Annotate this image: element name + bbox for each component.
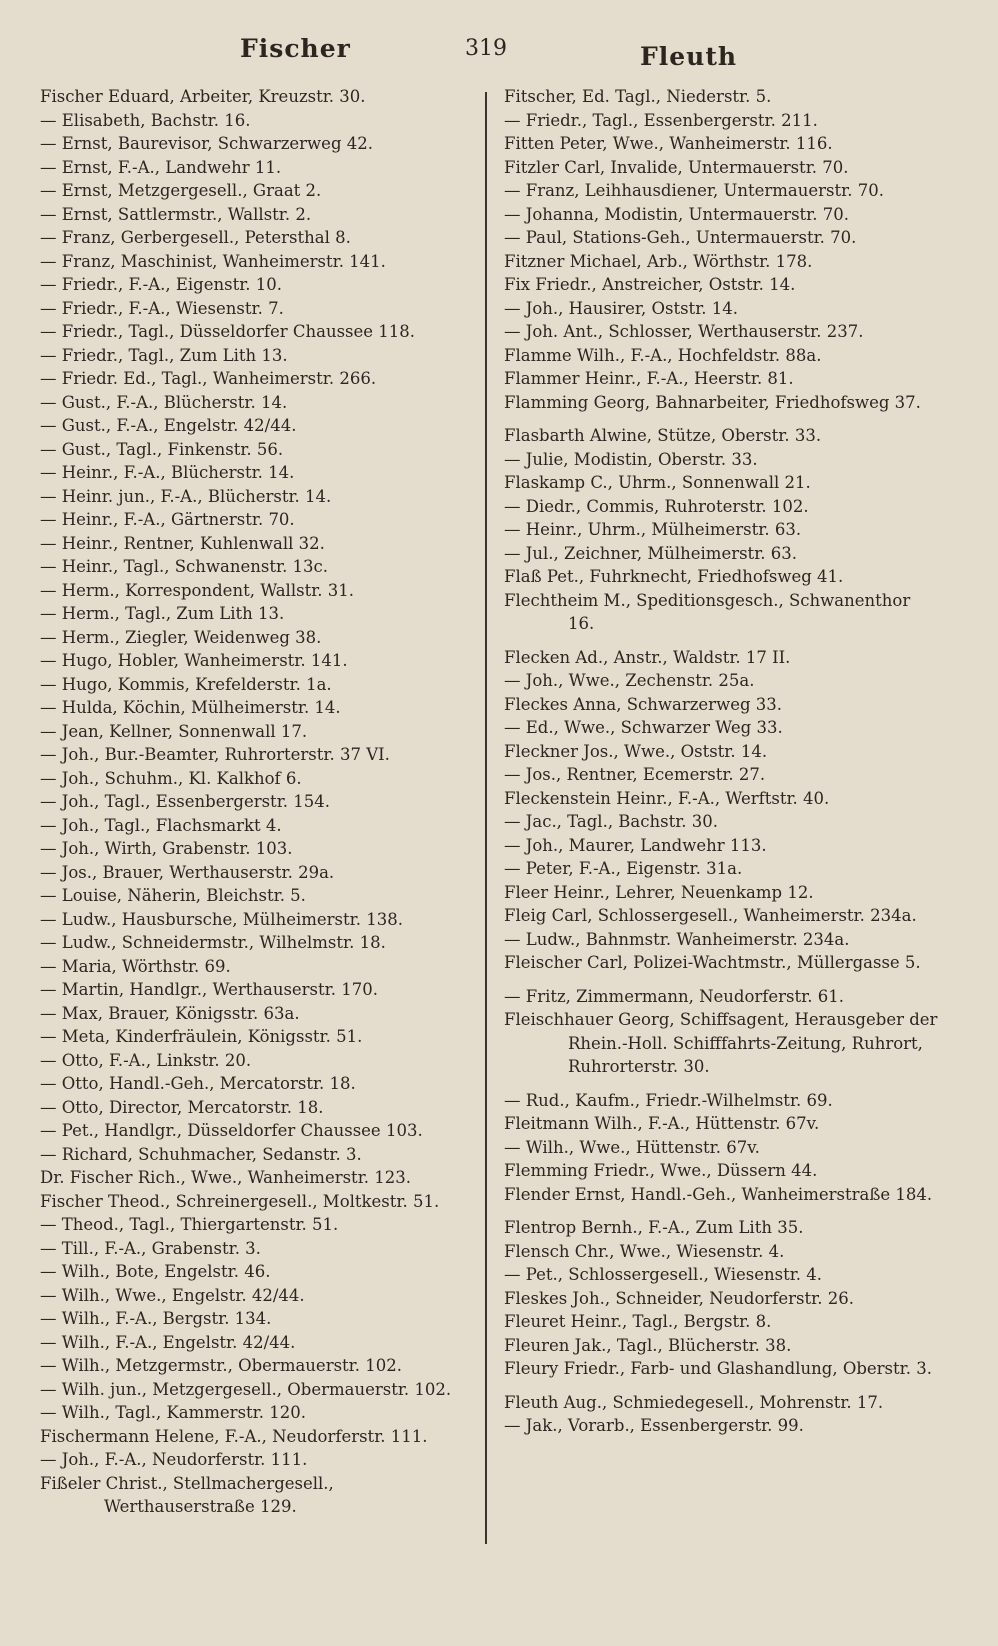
directory-entry: Fix Friedr., Anstreicher, Oststr. 14. — [504, 275, 796, 294]
directory-entry: — Ludw., Hausbursche, Mülheimerstr. 138. — [40, 909, 403, 929]
directory-entry: — Julie, Modistin, Oberstr. 33. — [504, 449, 758, 469]
directory-entry: — Paul, Stations-Geh., Untermauerstr. 70. — [504, 228, 857, 247]
directory-entry: — Wilh., Bote, Engelstr. 46. — [40, 1262, 271, 1281]
directory-entry: Fleuth Aug., Schmiedegesell., Mohrenstr. 17. — [504, 1392, 884, 1412]
directory-entry: — Herm., Korrespondent, Wallstr. 31. — [40, 580, 355, 600]
directory-entry: — Joh., Hausirer, Oststr. 14. — [504, 298, 738, 318]
directory-entry: — Friedr., F.-A., Eigenstr. 10. — [40, 275, 283, 294]
directory-entry: — Heinr., F.-A., Blücherstr. 14. — [40, 463, 295, 482]
directory-entry: — Richard, Schuhmacher, Sedanstr. 3. — [40, 1144, 362, 1164]
directory-entry: — Gust., F.-A., Blücherstr. 14. — [40, 392, 288, 412]
column-divider — [485, 92, 487, 1544]
directory-entry: — Ernst, Metzgergesell., Graat 2. — [40, 181, 322, 200]
directory-entry: — Pet., Handlgr., Düsseldorfer Chaussee 103. — [40, 1121, 423, 1140]
directory-entry: Fleuret Heinr., Tagl., Bergstr. 8. — [504, 1312, 772, 1331]
directory-entry: Flemming Friedr., Wwe., Düssern 44. — [504, 1161, 818, 1180]
directory-entry: — Ludw., Schneidermstr., Wilhelmstr. 18. — [40, 933, 386, 952]
directory-entry: — Franz, Maschinist, Wanheimerstr. 141. — [40, 251, 386, 271]
directory-entry: — Gust., Tagl., Finkenstr. 56. — [40, 439, 284, 459]
directory-entry: Flaskamp C., Uhrm., Sonnenwall 21. — [504, 473, 811, 492]
directory-entry: — Fritz, Zimmermann, Neudorferstr. 61. — [504, 986, 844, 1006]
directory-entry: — Herm., Tagl., Zum Lith 13. — [40, 604, 285, 623]
directory-entry: Fleckes Anna, Schwarzerweg 33. — [504, 694, 783, 714]
directory-entry: Fleischer Carl, Polizei-Wachtmstr., Müllergasse 5. — [504, 953, 921, 972]
directory-entry: — Joh., Tagl., Essenbergerstr. 154. — [40, 792, 330, 811]
directory-entry: Flamming Georg, Bahnarbeiter, Friedhofsweg 37. — [504, 392, 921, 412]
directory-entry: Flaß Pet., Fuhrknecht, Friedhofsweg 41. — [504, 567, 844, 586]
directory-entry: Flasbarth Alwine, Stütze, Oberstr. 33. — [504, 426, 822, 445]
directory-entry: — Jos., Rentner, Ecemerstr. 27. — [504, 765, 766, 784]
directory-entry: Flentrop Bernh., F.-A., Zum Lith 35. — [504, 1218, 804, 1237]
directory-entry: Flammer Heinr., F.-A., Heerstr. 81. — [504, 369, 794, 388]
directory-entry: — Wilh., F.-A., Engelstr. 42/44. — [40, 1332, 296, 1352]
right-column — [504, 85, 940, 1438]
directory-entry: — Joh., Tagl., Flachsmarkt 4. — [40, 815, 282, 835]
directory-entry: — Joh., Bur.-Beamter, Ruhrorterstr. 37 VI. — [40, 745, 390, 764]
directory-entry: — Wilh., Wwe., Engelstr. 42/44. — [40, 1285, 305, 1305]
directory-entry: — Friedr., Tagl., Zum Lith 13. — [40, 345, 288, 365]
directory-entry: — Hugo, Kommis, Krefelderstr. 1a. — [40, 674, 332, 694]
directory-entry: — Till., F.-A., Grabenstr. 3. — [40, 1238, 261, 1258]
directory-entry: — Diedr., Commis, Ruhroterstr. 102. — [504, 496, 809, 516]
directory-entry: — Wilh., F.-A., Bergstr. 134. — [40, 1309, 272, 1328]
directory-entry: Fitten Peter, Wwe., Wanheimerstr. 116. — [504, 134, 833, 153]
directory-entry: Fleer Heinr., Lehrer, Neuenkamp 12. — [504, 882, 814, 902]
directory-entry: — Theod., Tagl., Thiergartenstr. 51. — [40, 1215, 339, 1234]
directory-entry: — Hulda, Köchin, Mülheimerstr. 14. — [40, 698, 341, 717]
page-number: 319 — [465, 36, 507, 61]
directory-entry: Flensch Chr., Wwe., Wiesenstr. 4. — [504, 1241, 785, 1261]
directory-entry: — Peter, F.-A., Eigenstr. 31a. — [504, 859, 743, 878]
directory-entry: Fitzler Carl, Invalide, Untermauerstr. 70. — [504, 157, 849, 177]
directory-entry: — Wilh. jun., Metzgergesell., Obermauerstr. 102. — [40, 1379, 452, 1399]
directory-entry: — Herm., Ziegler, Weidenweg 38. — [40, 627, 322, 647]
directory-entry: Fleskes Joh., Schneider, Neudorferstr. 26. — [504, 1288, 854, 1308]
directory-entry: Flender Ernst, Handl.-Geh., Wanheimerstraße 184. — [504, 1184, 933, 1204]
directory-entry: — Gust., F.-A., Engelstr. 42/44. — [40, 416, 297, 435]
directory-entry: — Rud., Kaufm., Friedr.-Wilhelmstr. 69. — [504, 1090, 833, 1110]
directory-entry: — Meta, Kinderfräulein, Königsstr. 51. — [40, 1027, 363, 1046]
left-column — [40, 85, 472, 1529]
directory-entry: — Heinr., Uhrm., Mülheimerstr. 63. — [504, 520, 802, 539]
directory-entry: — Jean, Kellner, Sonnenwall 17. — [40, 721, 308, 741]
directory-entry: Fleig Carl, Schlossergesell., Wanheimerstr. 234a. — [504, 906, 917, 925]
directory-entry: — Heinr., F.-A., Gärtnerstr. 70. — [40, 510, 295, 529]
directory-entry: — Otto, Handl.-Geh., Mercatorstr. 18. — [40, 1074, 356, 1093]
directory-entry: Flecken Ad., Anstr., Waldstr. 17 II. — [504, 647, 791, 667]
directory-entry: — Joh., Schuhm., Kl. Kalkhof 6. — [40, 768, 302, 788]
directory-entry: — Franz, Gerbergesell., Petersthal 8. — [40, 228, 351, 247]
directory-entry: — Ernst, Sattlermstr., Wallstr. 2. — [40, 204, 312, 224]
directory-entry: — Heinr., Rentner, Kuhlenwall 32. — [40, 533, 325, 553]
directory-entry: — Joh., Wwe., Zechenstr. 25a. — [504, 671, 755, 690]
directory-entry: — Johanna, Modistin, Untermauerstr. 70. — [504, 204, 849, 224]
directory-entry: — Max, Brauer, Königsstr. 63a. — [40, 1003, 300, 1023]
page-header — [40, 26, 958, 76]
directory-entry: — Wilh., Tagl., Kammerstr. 120. — [40, 1403, 306, 1422]
directory-entry: — Pet., Schlossergesell., Wiesenstr. 4. — [504, 1265, 823, 1284]
directory-entry: — Heinr., Tagl., Schwanenstr. 13c. — [40, 557, 329, 576]
directory-entry: Flamme Wilh., F.-A., Hochfeldstr. 88a. — [504, 345, 822, 365]
directory-entry: — Jul., Zeichner, Mülheimerstr. 63. — [504, 543, 797, 563]
directory-entry: Fleckner Jos., Wwe., Oststr. 14. — [504, 741, 768, 761]
header-left-title: Fischer — [240, 34, 351, 63]
header-right-title: Fleuth — [640, 42, 738, 71]
directory-entry: — Friedr. Ed., Tagl., Wanheimerstr. 266. — [40, 369, 377, 388]
directory-entry: — Joh. Ant., Schlosser, Werthauserstr. 237. — [504, 322, 864, 341]
directory-entry: Fitzner Michael, Arb., Wörthstr. 178. — [504, 251, 813, 271]
directory-entry: — Jos., Brauer, Werthauserstr. 29a. — [40, 862, 335, 882]
directory-entry: — Hugo, Hobler, Wanheimerstr. 141. — [40, 651, 348, 670]
directory-entry: — Louise, Näherin, Bleichstr. 5. — [40, 886, 306, 905]
directory-entry: — Jak., Vorarb., Essenbergerstr. 99. — [504, 1416, 804, 1435]
directory-entry: Flechtheim M., Speditionsgesch., Schwanenthor 16. — [504, 590, 911, 633]
directory-entry: Fleckenstein Heinr., F.-A., Werftstr. 40. — [504, 788, 830, 808]
directory-entry: — Jac., Tagl., Bachstr. 30. — [504, 812, 719, 831]
directory-entry: Fischer Theod., Schreinergesell., Moltkestr. 51. — [40, 1191, 440, 1211]
directory-entry: Fitscher, Ed. Tagl., Niederstr. 5. — [504, 87, 772, 106]
directory-entry: — Wilh., Wwe., Hüttenstr. 67v. — [504, 1137, 760, 1157]
directory-entry: — Maria, Wörthstr. 69. — [40, 956, 231, 976]
directory-entry: — Joh., Wirth, Grabenstr. 103. — [40, 839, 293, 858]
directory-entry: — Otto, Director, Mercatorstr. 18. — [40, 1097, 324, 1117]
directory-entry: — Joh., Maurer, Landwehr 113. — [504, 835, 767, 855]
directory-entry: Dr. Fischer Rich., Wwe., Wanheimerstr. 123. — [40, 1168, 411, 1187]
directory-entry: Fleitmann Wilh., F.-A., Hüttenstr. 67v. — [504, 1114, 820, 1133]
directory-entry: — Joh., F.-A., Neudorferstr. 111. — [40, 1450, 308, 1469]
directory-entry: — Ernst, F.-A., Landwehr 11. — [40, 157, 282, 177]
directory-entry: — Elisabeth, Bachstr. 16. — [40, 110, 251, 130]
directory-entry: Fischer Eduard, Arbeiter, Kreuzstr. 30. — [40, 87, 366, 106]
directory-entry: — Ed., Wwe., Schwarzer Weg 33. — [504, 718, 783, 737]
directory-entry: — Friedr., Tagl., Düsseldorfer Chaussee 118. — [40, 322, 416, 341]
directory-entry: Fischermann Helene, F.-A., Neudorferstr. 111. — [40, 1426, 428, 1446]
directory-entry: — Heinr. jun., F.-A., Blücherstr. 14. — [40, 486, 332, 506]
directory-entry: Fleischhauer Georg, Schiffsagent, Herausgeber der Rhein.-Holl. Schifffahrts-Zeitung, Ruhrort, Ruhrorterstr. 30. — [504, 1010, 938, 1076]
directory-entry: — Ludw., Bahnmstr. Wanheimerstr. 234a. — [504, 929, 850, 949]
directory-entry: — Franz, Leihhausdiener, Untermauerstr. 70. — [504, 181, 884, 200]
directory-entry: Fißeler Christ., Stellmachergesell., Werthauserstraße 129. — [40, 1473, 334, 1516]
directory-entry: — Wilh., Metzgermstr., Obermauerstr. 102. — [40, 1356, 402, 1375]
directory-entry: Fleury Friedr., Farb- und Glashandlung, Oberstr. 3. — [504, 1359, 932, 1378]
directory-entry: Fleuren Jak., Tagl., Blücherstr. 38. — [504, 1335, 792, 1355]
directory-entry: — Ernst, Baurevisor, Schwarzerweg 42. — [40, 134, 373, 153]
directory-entry: — Friedr., Tagl., Essenbergerstr. 211. — [504, 110, 818, 130]
directory-entry: — Martin, Handlgr., Werthauserstr. 170. — [40, 980, 378, 999]
directory-entry: — Otto, F.-A., Linkstr. 20. — [40, 1050, 252, 1070]
directory-entry: — Friedr., F.-A., Wiesenstr. 7. — [40, 298, 284, 318]
